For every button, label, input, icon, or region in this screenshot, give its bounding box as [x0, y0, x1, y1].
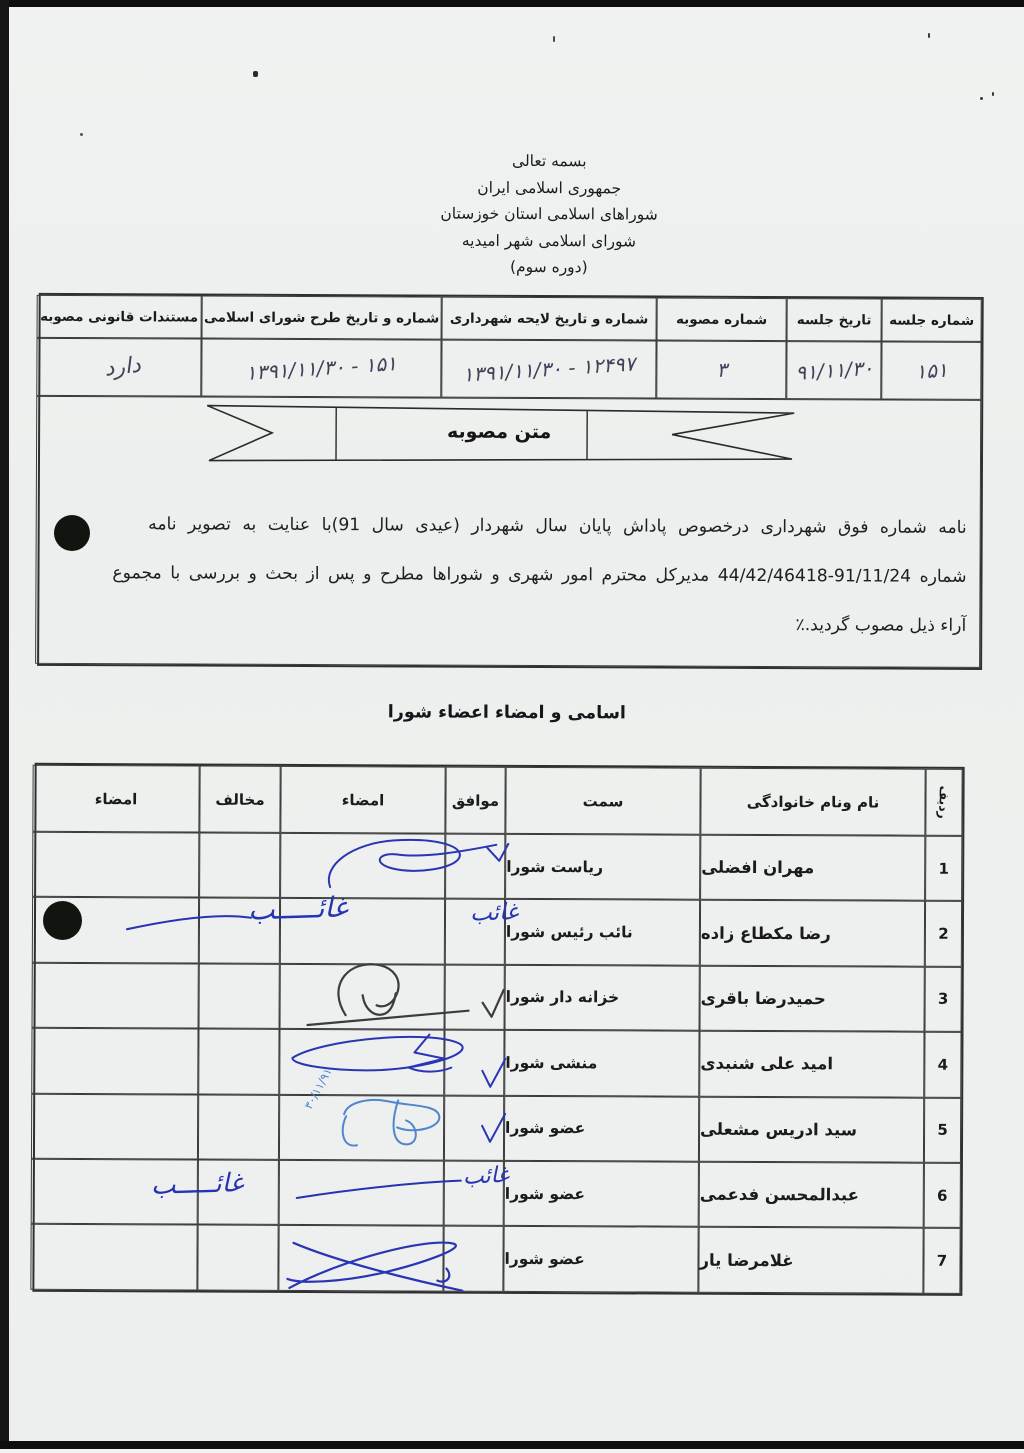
col-oppose: مخالف — [199, 766, 280, 833]
resolution-line-1: نامه شماره فوق شهرداری درخصوص پاداش پایان سال شهردار (عیدی سال 91)با عنایت به تصویر نامه — [59, 513, 967, 539]
scan-speck — [253, 71, 258, 77]
row-3-oppose-signature-cell — [32, 963, 199, 1029]
col-bill-number-date: شماره و تاریخ لایحه شهرداری — [442, 297, 657, 341]
value-plan-number-date: ۱۳۹۱/۱۱/۳۰ - ۱۵۱ — [245, 351, 398, 385]
absent-label-row-6-left: غائـــــب — [150, 1168, 243, 1201]
col-session-date: تاریخ جلسه — [787, 298, 882, 341]
row-3-name: حمیدرضا باقری — [700, 965, 925, 1031]
signature-date-row-5: ۳۰/۱۱/۹۱ — [301, 1066, 335, 1112]
signatures-section-title: اسامی و امضاء اعضاء شورا — [57, 701, 957, 725]
row-5-agree-cell — [444, 1095, 504, 1161]
row-4-signature-cell — [279, 1029, 444, 1095]
row-4-number: 4 — [924, 1032, 961, 1098]
row-7-position: عضو شورا — [503, 1226, 698, 1292]
scan-speck — [980, 97, 983, 100]
row-1-number: 1 — [925, 836, 962, 902]
letterhead-line-republic: جمهوری اسلامی ایران — [89, 173, 1009, 204]
resolution-line-3: آراء ذیل مصوب گردید.٪ — [58, 611, 966, 637]
row-1-signature-cell — [280, 833, 445, 899]
hole-punch-top — [54, 515, 90, 551]
row-7-name: غلامرضا یار — [698, 1227, 923, 1293]
resolution-meta-table — [37, 293, 984, 670]
row-4-agree-cell — [444, 1030, 504, 1096]
absent-label-row-2-right: غائب — [470, 899, 519, 926]
letterhead-line-province-councils: شوراهای اسلامی استان خوزستان — [89, 199, 1009, 230]
row-4-name: امید علی شنبدی — [699, 1031, 924, 1097]
row-6-number: 6 — [924, 1163, 961, 1229]
row-7-oppose-signature-cell — [30, 1224, 197, 1290]
letterhead-line-term: (دوره سوم) — [89, 252, 1009, 283]
row-3-number: 3 — [925, 966, 962, 1032]
value-bill-number-date: ۱۳۹۱/۱۱/۳۰ - ۱۲۴۹۷ — [462, 351, 636, 386]
col-signature-agree: امضاء — [280, 766, 445, 834]
row-7-agree-cell — [443, 1226, 503, 1292]
hole-punch-bottom — [43, 901, 82, 940]
scan-speck — [80, 133, 83, 136]
row-2-number: 2 — [925, 901, 962, 967]
col-plan-number-date: شماره و تاریخ طرح شورای اسلامی — [202, 296, 442, 340]
col-position: سمت — [505, 767, 700, 835]
row-1-oppose-cell — [199, 833, 280, 899]
resolution-paragraph — [58, 513, 967, 664]
scan-edge-bottom — [0, 1441, 1024, 1449]
row-1-name: مهران افضلی — [700, 835, 925, 901]
scan-speck — [553, 36, 555, 42]
document-letterhead — [89, 146, 1010, 283]
row-6-position: عضو شورا — [504, 1161, 699, 1227]
row-3-oppose-cell — [199, 963, 280, 1029]
row-3-signature-cell — [280, 964, 445, 1030]
row-4-oppose-signature-cell — [31, 1028, 198, 1094]
scan-speck — [928, 33, 930, 38]
row-5-name: سید ادریس مشعلی — [699, 1096, 924, 1162]
resolution-line-2: شماره 91/11/24-44/42/46418 مدیرکل محترم امور شهری و شوراها مطرح و پس از بحث و بررسی با مجموع — [58, 562, 966, 588]
row-1-agree-cell — [445, 834, 505, 900]
row-2-position: نائب رئیس شورا — [505, 899, 700, 965]
absent-label-row-6-right: غائب — [462, 1163, 509, 1190]
absent-label-row-2-left: غائـــــب — [248, 890, 348, 926]
col-legal-documents: مستندات قانونی مصوبه — [37, 295, 202, 339]
col-session-number: شماره جلسه — [882, 299, 982, 342]
row-5-oppose-cell — [198, 1094, 279, 1160]
resolution-text-banner-title: متن مصوبه — [369, 420, 629, 443]
row-7-oppose-cell — [197, 1225, 278, 1291]
col-full-name: نام ونام خانوادگی — [700, 768, 925, 836]
value-session-date: ۹۱/۱۱/۳۰ — [794, 356, 873, 385]
scan-edge-left — [0, 0, 9, 1449]
row-4-oppose-cell — [198, 1029, 279, 1095]
row-6-name: عبدالمحسن فدعمی — [699, 1162, 924, 1228]
row-5-position: عضو شورا — [504, 1095, 699, 1161]
scan-edge-top — [0, 0, 1024, 7]
row-4-position: منشی شورا — [504, 1030, 699, 1096]
col-agree: موافق — [445, 767, 505, 834]
row-5-oppose-signature-cell — [31, 1093, 198, 1159]
row-1-position: ریاست شورا — [505, 834, 700, 900]
col-resolution-number: شماره مصوبه — [657, 298, 787, 342]
letterhead-line-city-council: شورای اسلامی شهر امیدیه — [89, 226, 1009, 257]
col-row-number: ردیف — [936, 785, 952, 819]
row-6-signature-cell — [279, 1160, 444, 1226]
row-5-number: 5 — [924, 1097, 961, 1163]
row-7-number: 7 — [923, 1228, 960, 1294]
value-session-number: ۱۵۱ — [915, 358, 949, 384]
resolution-body-cell — [35, 396, 981, 668]
value-legal-documents: دارد — [95, 352, 142, 382]
row-2-name: رضا مکطاع زاده — [700, 900, 925, 966]
col-signature-oppose: امضاء — [32, 765, 199, 833]
row-3-position: خزانه دار شورا — [505, 965, 700, 1031]
value-resolution-number: ۳ — [715, 357, 727, 382]
row-3-agree-cell — [445, 964, 505, 1030]
row-7-signature-cell — [278, 1225, 443, 1291]
row-1-oppose-signature-cell — [32, 832, 199, 898]
signatures-table — [32, 763, 964, 1296]
letterhead-line-basmala: بسمه تعالی — [89, 146, 1009, 177]
scan-speck — [992, 92, 994, 96]
